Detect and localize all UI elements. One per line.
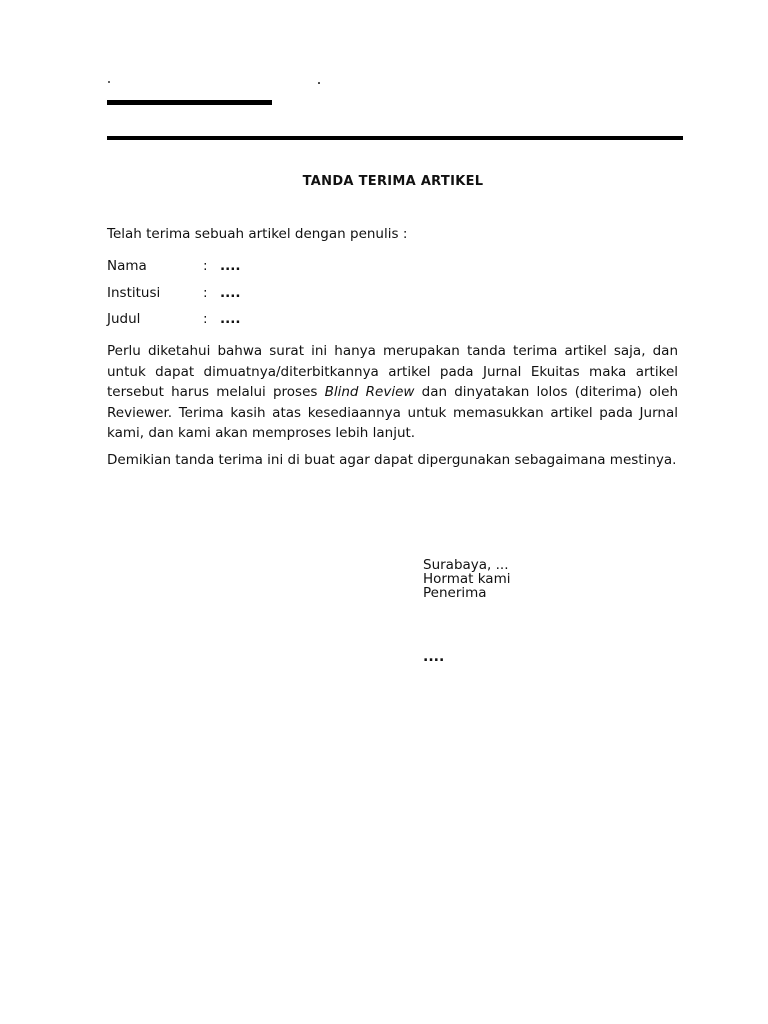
signature-role: Penerima — [423, 585, 487, 601]
field-separator: : — [203, 285, 208, 301]
field-separator: : — [203, 311, 208, 327]
paragraph-text: dan dinyatakan lolos (diterima) oleh Reviewer. Terima kasih atas kesediaannya untuk memasukkan artikel pada Jurnal kami, dan kami akan memproses lebih lanjut. — [107, 384, 679, 441]
signature-block — [423, 558, 511, 600]
field-value: .... — [220, 258, 241, 274]
signature-closing: Hormat kami — [423, 571, 511, 587]
field-label: Judul — [107, 311, 141, 327]
paragraph-text: Perlu diketahui bahwa surat ini hanya merupakan tanda terima artikel saja, dan untuk dapat dimuatnya/diterbitkannya artikel pada Jurnal Ekuitas maka artikel tersebut harus melalui proses — [107, 343, 678, 400]
field-separator: : — [203, 258, 208, 274]
header-rule-short — [107, 100, 272, 105]
signature-name: .... — [423, 649, 445, 665]
document-title: TANDA TERIMA ARTIKEL — [302, 174, 484, 189]
header-dot-left — [108, 81, 110, 83]
field-label: Institusi — [107, 285, 161, 301]
header-rule-long — [107, 136, 683, 140]
signature-place-date: Surabaya, ... — [423, 557, 509, 573]
field-value: .... — [220, 311, 241, 327]
header-dot-right — [318, 82, 320, 84]
field-value: .... — [220, 285, 241, 301]
field-label: Nama — [107, 258, 147, 274]
body-paragraph-1 — [107, 341, 678, 444]
paragraph-italic-term: Blind Review — [324, 384, 415, 400]
intro-text: Telah terima sebuah artikel dengan penulis : — [107, 226, 408, 242]
body-paragraph-2: Demikian tanda terima ini di buat agar dapat dipergunakan sebagaimana mestinya. — [107, 452, 677, 468]
